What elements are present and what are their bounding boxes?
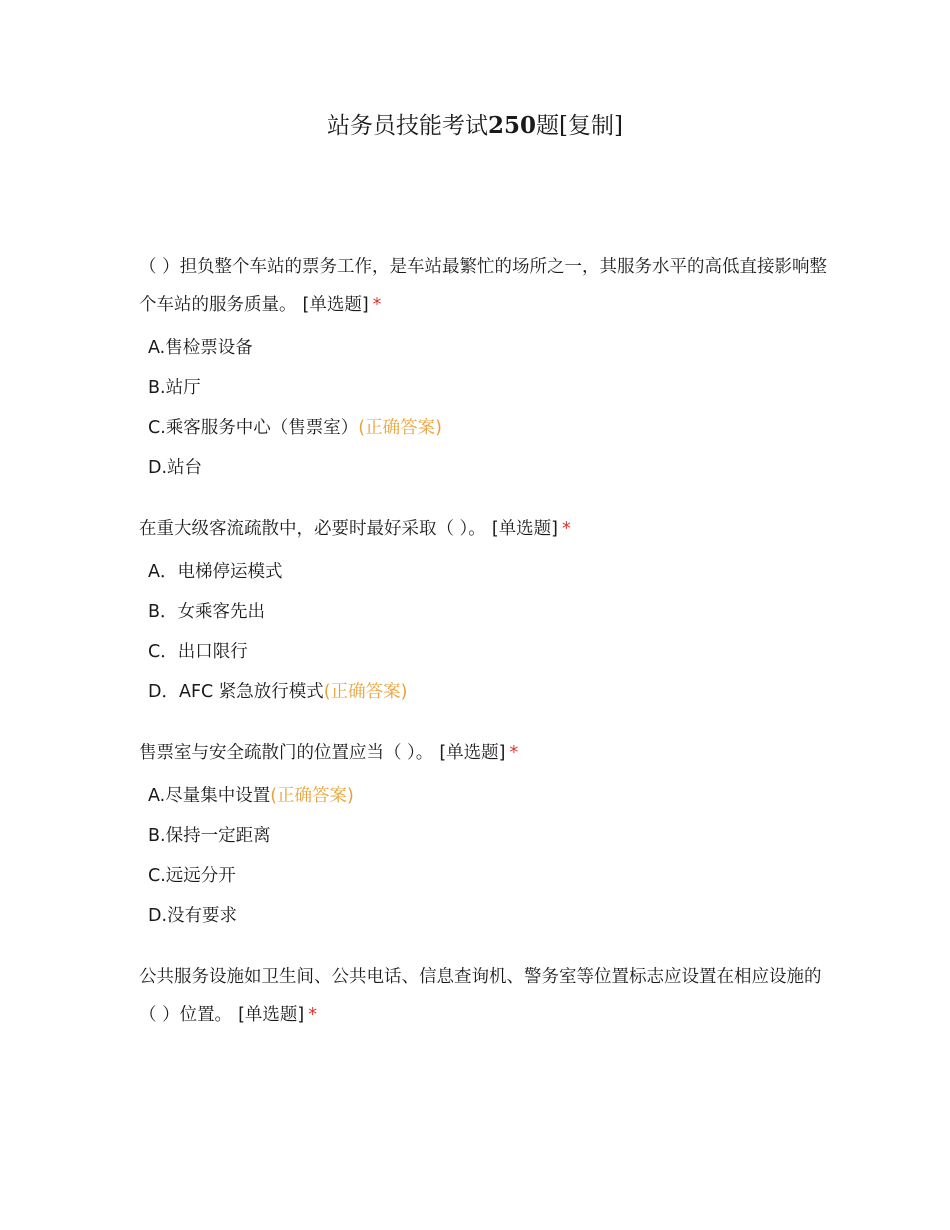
question-type-label: [单选题] — [439, 743, 506, 763]
option-list — [139, 552, 829, 712]
option-label: C．出口限行 — [148, 642, 248, 662]
option-b[interactable] — [148, 816, 829, 856]
question-type-label: [单选题] — [238, 1005, 305, 1025]
option-b[interactable] — [148, 592, 829, 632]
option-c[interactable] — [148, 408, 829, 448]
option-label: A.售检票设备 — [148, 338, 253, 358]
option-label: D．AFC 紧急放行模式 — [148, 682, 324, 702]
option-d[interactable] — [148, 448, 829, 488]
option-label: A.尽量集中设置 — [148, 786, 271, 806]
page-title — [0, 108, 950, 144]
question-1 — [139, 248, 829, 488]
question-type-label: [单选题] — [491, 519, 558, 539]
option-label: B.站厅 — [148, 378, 201, 398]
required-mark: * — [509, 743, 519, 763]
option-label: A．电梯停运模式 — [148, 562, 283, 582]
option-c[interactable] — [148, 856, 829, 896]
question-2 — [139, 510, 829, 712]
option-b[interactable] — [148, 368, 829, 408]
question-4 — [139, 958, 829, 1034]
question-text: （ ）担负整个车站的票务工作，是车站最繁忙的场所之一，其服务水平的高低直接影响整个车站的服务质量。 — [139, 257, 828, 315]
option-label: C.远远分开 — [148, 866, 236, 886]
question-stem — [139, 510, 829, 548]
option-list — [139, 328, 829, 488]
title-prefix: 站务员技能考试 — [327, 113, 489, 139]
option-list — [139, 776, 829, 936]
option-c[interactable] — [148, 632, 829, 672]
option-a[interactable] — [148, 776, 829, 816]
option-label: D.没有要求 — [148, 906, 238, 926]
title-number: 250 — [488, 112, 537, 139]
option-label: D.站台 — [148, 458, 203, 478]
correct-answer-tag: (正确答案) — [270, 786, 354, 806]
option-label: B.保持一定距离 — [148, 826, 271, 846]
correct-answer-tag: (正确答案) — [323, 682, 408, 702]
question-type-label: [单选题] — [302, 295, 369, 315]
option-d[interactable] — [148, 672, 829, 712]
question-text: 公共服务设施如卫生间、公共电话、信息查询机、警务室等位置标志应设置在相应设施的（ ）位置。 — [139, 967, 822, 1025]
title-suffix: 题[复制] — [536, 113, 623, 139]
question-list — [139, 248, 829, 1056]
question-text: 在重大级客流疏散中，必要时最好采取（ ）。 — [139, 519, 486, 539]
option-label: C.乘客服务中心（售票室） — [148, 418, 359, 438]
question-stem — [139, 734, 829, 772]
option-label: B．女乘客先出 — [148, 602, 266, 622]
required-mark: * — [372, 295, 382, 315]
required-mark: * — [308, 1005, 317, 1025]
question-3 — [139, 734, 829, 936]
question-stem — [139, 248, 829, 324]
option-d[interactable] — [148, 896, 829, 936]
question-text: 售票室与安全疏散门的位置应当（ ）。 — [139, 743, 434, 763]
correct-answer-tag: (正确答案) — [358, 418, 442, 438]
question-stem — [139, 958, 829, 1034]
required-mark: * — [561, 519, 571, 539]
option-a[interactable] — [148, 328, 829, 368]
option-a[interactable] — [148, 552, 829, 592]
